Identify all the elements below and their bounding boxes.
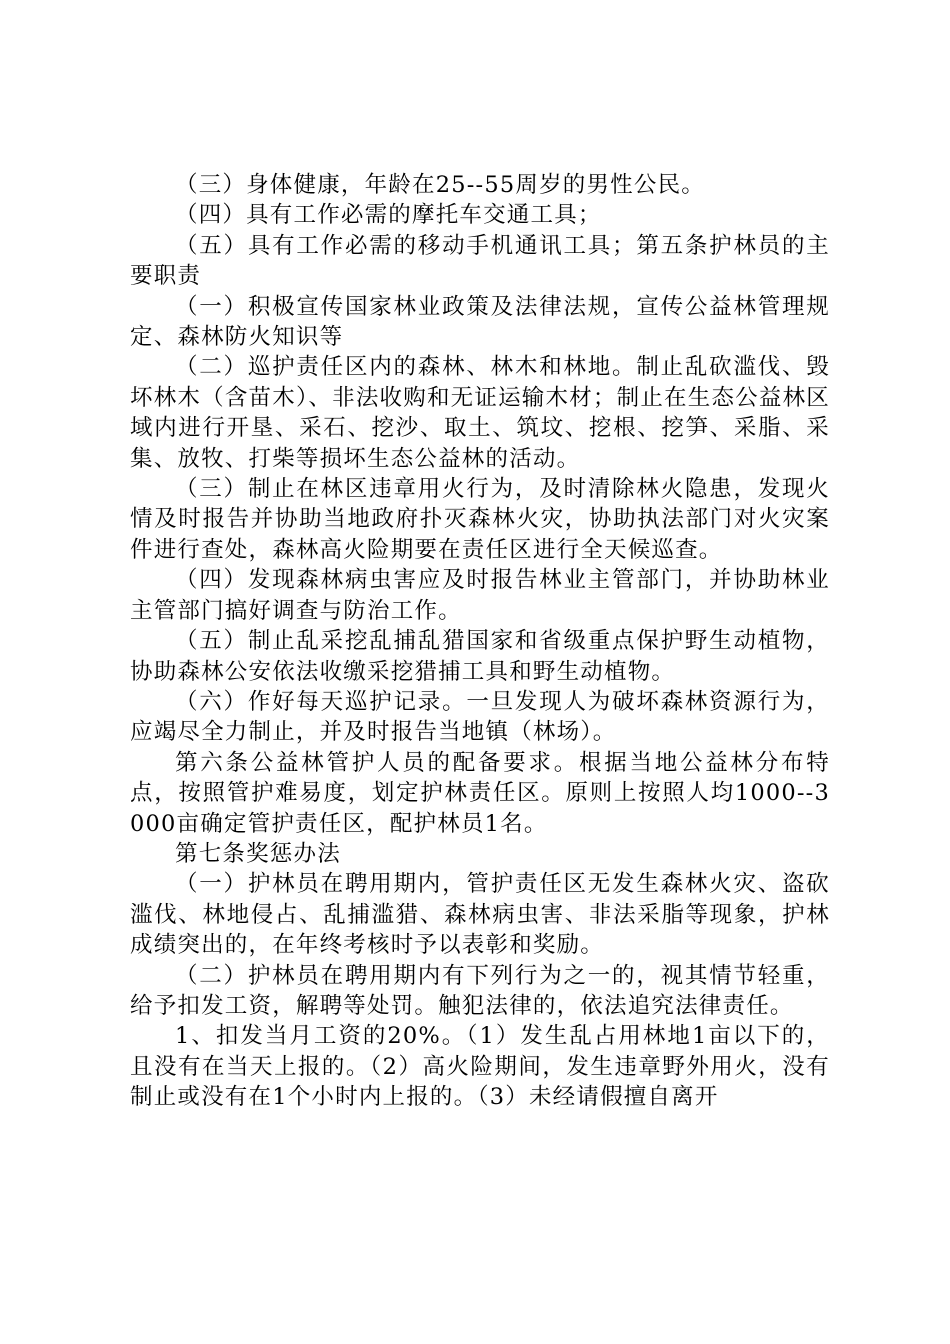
- paragraph-4: （一）积极宣传国家林业政策及法律法规，宣传公益林管理规定、森林防火知识等: [130, 293, 830, 351]
- paragraph-7: （四）发现森林病虫害应及时报告林业主管部门，并协助林业主管部门搞好调查与防治工作。: [130, 567, 830, 624]
- paragraph-3: （五）具有工作必需的移动手机通讯工具；第五条护林员的主要职责: [130, 232, 830, 290]
- paragraph-13: （二）护林员在聘用期内有下列行为之一的，视其情节轻重，给予扣发工资，解聘等处罚。触犯法律的，依法追究法律责任。: [130, 962, 830, 1019]
- paragraph-9: （六）作好每天巡护记录。一旦发现人为破坏森林资源行为，应竭尽全力制止，并及时报告当地镇（林场）。: [130, 688, 830, 746]
- paragraph-14: 1、扣发当月工资的20%。（1）发生乱占用林地1亩以下的，且没有在当天上报的。（2）高火险期间，发生违章野外用火，没有制止或没有在1个小时内上报的。（3）未经请假擅自离开: [130, 1023, 830, 1111]
- document-body: [130, 170, 830, 1113]
- paragraph-2: （四）具有工作必需的摩托车交通工具；: [175, 202, 602, 229]
- paragraph-6: （三）制止在林区违章用火行为，及时清除林火隐患，发现火情及时报告并协助当地政府扑灭森林火灾，协助执法部门对火灾案件进行查处，森林高火险期要在责任区进行全天候巡查。: [130, 476, 830, 563]
- paragraph-10: 第六条公益林管护人员的配备要求。根据当地公益林分布特点，按照管护难易度，划定护林责任区。原则上按照人均1000--3000亩确定管护责任区，配护林员1名。: [130, 749, 830, 837]
- paragraph-12: （一）护林员在聘用期内，管护责任区无发生森林火灾、盗砍滥伐、林地侵占、乱捕滥猎、森林病虫害、非法采脂等现象，护林成绩突出的，在年终考核时予以表彰和奖励。: [130, 871, 830, 959]
- paragraph-11: 第七条奖惩办法: [175, 840, 341, 867]
- paragraph-8: （五）制止乱采挖乱捕乱猎国家和省级重点保护野生动植物，协助森林公安依法收缴采挖猎捕工具和野生动植物。: [130, 628, 830, 685]
- paragraph-5: （二）巡护责任区内的森林、林木和林地。制止乱砍滥伐、毁坏林木（含苗木）、非法收购和无证运输木材；制止在生态公益林区域内进行开垦、采石、挖沙、取土、筑坟、挖根、挖笋、采脂、采集、放牧、打柴等损坏生态公益林的活动。: [130, 354, 830, 472]
- paragraph-1: （三）身体健康，年龄在25--55周岁的男性公民。: [175, 172, 705, 198]
